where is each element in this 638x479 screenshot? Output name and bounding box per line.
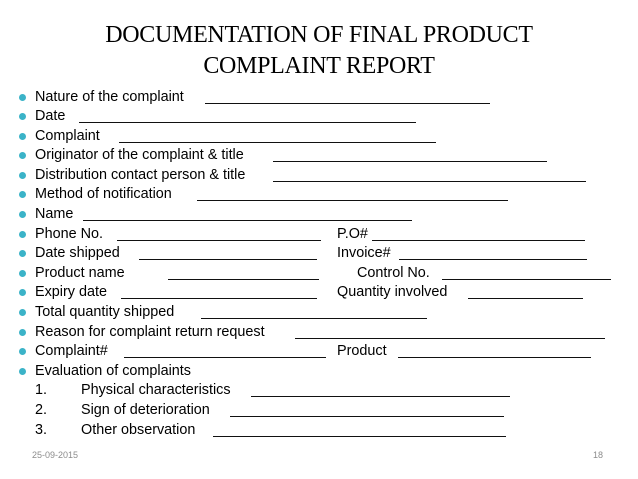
field-row-product-name [0,264,638,283]
evaluation-item-2 [0,401,638,420]
evaluation-item-number: 2. [35,402,48,418]
field-line-complaint[interactable] [119,142,436,143]
footer-date: 25-09-2015 [32,450,79,460]
bullet-icon [19,94,26,101]
field-row-reason [0,323,638,342]
field-row-phone [0,225,638,244]
field-label-distribution: Distribution contact person & title [35,167,246,183]
field-line-product-name[interactable] [168,279,319,280]
field-row-method [0,185,638,204]
field-label-date: Date [35,108,66,124]
evaluation-item-1 [0,381,638,400]
field-line-date-shipped[interactable] [139,259,317,260]
field-line-total-qty[interactable] [201,318,427,319]
bullet-icon [19,133,26,140]
field-line-po[interactable] [372,240,585,241]
field-label-po: P.O# [337,226,368,242]
field-line-expiry[interactable] [121,298,317,299]
evaluation-item-3 [0,421,638,440]
evaluation-item-number: 1. [35,382,48,398]
field-line-reason[interactable] [295,338,605,339]
footer-page-number: 18 [593,450,604,460]
bullet-icon [19,172,26,179]
bullet-icon [19,250,26,257]
field-line-product[interactable] [398,357,591,358]
evaluation-item-number: 3. [35,422,48,438]
field-label-control-no: Control No. [357,265,430,281]
field-line-invoice[interactable] [399,259,587,260]
field-row-complaint-no [0,342,638,361]
field-line-nature[interactable] [205,103,490,104]
evaluation-line-1[interactable] [251,396,510,397]
bullet-icon [19,191,26,198]
evaluation-line-3[interactable] [213,436,506,437]
field-row-name [0,205,638,224]
page-title [0,20,638,82]
field-row-total-qty [0,303,638,322]
bullet-icon [19,368,26,375]
field-row-evaluation [0,362,638,381]
field-row-complaint [0,127,638,146]
field-label-name: Name [35,206,74,222]
bullet-icon [19,211,26,218]
bullet-icon [19,309,26,316]
field-label-date-shipped: Date shipped [35,245,120,261]
bullet-icon [19,289,26,296]
field-row-distribution [0,166,638,185]
field-label-complaint: Complaint [35,128,100,144]
field-label-reason: Reason for complaint return request [35,324,265,340]
field-label-phone: Phone No. [35,226,104,242]
field-label-product: Product [337,343,387,359]
field-label-originator: Originator of the complaint & title [35,147,244,163]
field-label-total-qty: Total quantity shipped [35,304,175,320]
field-line-phone[interactable] [117,240,321,241]
field-label-invoice: Invoice# [337,245,391,261]
bullet-icon [19,270,26,277]
bullet-icon [19,348,26,355]
field-label-nature: Nature of the complaint [35,89,184,105]
bullet-icon [19,231,26,238]
field-row-date-shipped [0,244,638,263]
title-line-1: DOCUMENTATION OF FINAL PRODUCT [105,22,533,48]
bullet-icon [19,113,26,120]
field-line-control-no[interactable] [442,279,611,280]
field-label-complaint-no: Complaint# [35,343,108,359]
field-label-evaluation: Evaluation of complaints [35,363,191,379]
field-label-product-name: Product name [35,265,125,281]
field-row-nature [0,88,638,107]
bullet-icon [19,152,26,159]
field-row-originator [0,146,638,165]
evaluation-line-2[interactable] [230,416,504,417]
evaluation-item-label: Physical characteristics [81,382,231,398]
title-line-2: COMPLAINT REPORT [203,53,435,79]
field-row-expiry [0,283,638,302]
field-label-method: Method of notification [35,186,172,202]
field-label-quantity-involved: Quantity involved [337,284,448,300]
evaluation-item-label: Other observation [81,422,196,438]
field-label-expiry: Expiry date [35,284,107,300]
bullet-icon [19,329,26,336]
field-line-method[interactable] [197,200,508,201]
field-line-originator[interactable] [273,161,547,162]
field-line-distribution[interactable] [273,181,586,182]
field-line-complaint-no[interactable] [124,357,326,358]
field-line-name[interactable] [83,220,412,221]
field-row-date [0,107,638,126]
field-line-date[interactable] [79,122,416,123]
field-line-quantity-involved[interactable] [468,298,583,299]
evaluation-item-label: Sign of deterioration [81,402,210,418]
